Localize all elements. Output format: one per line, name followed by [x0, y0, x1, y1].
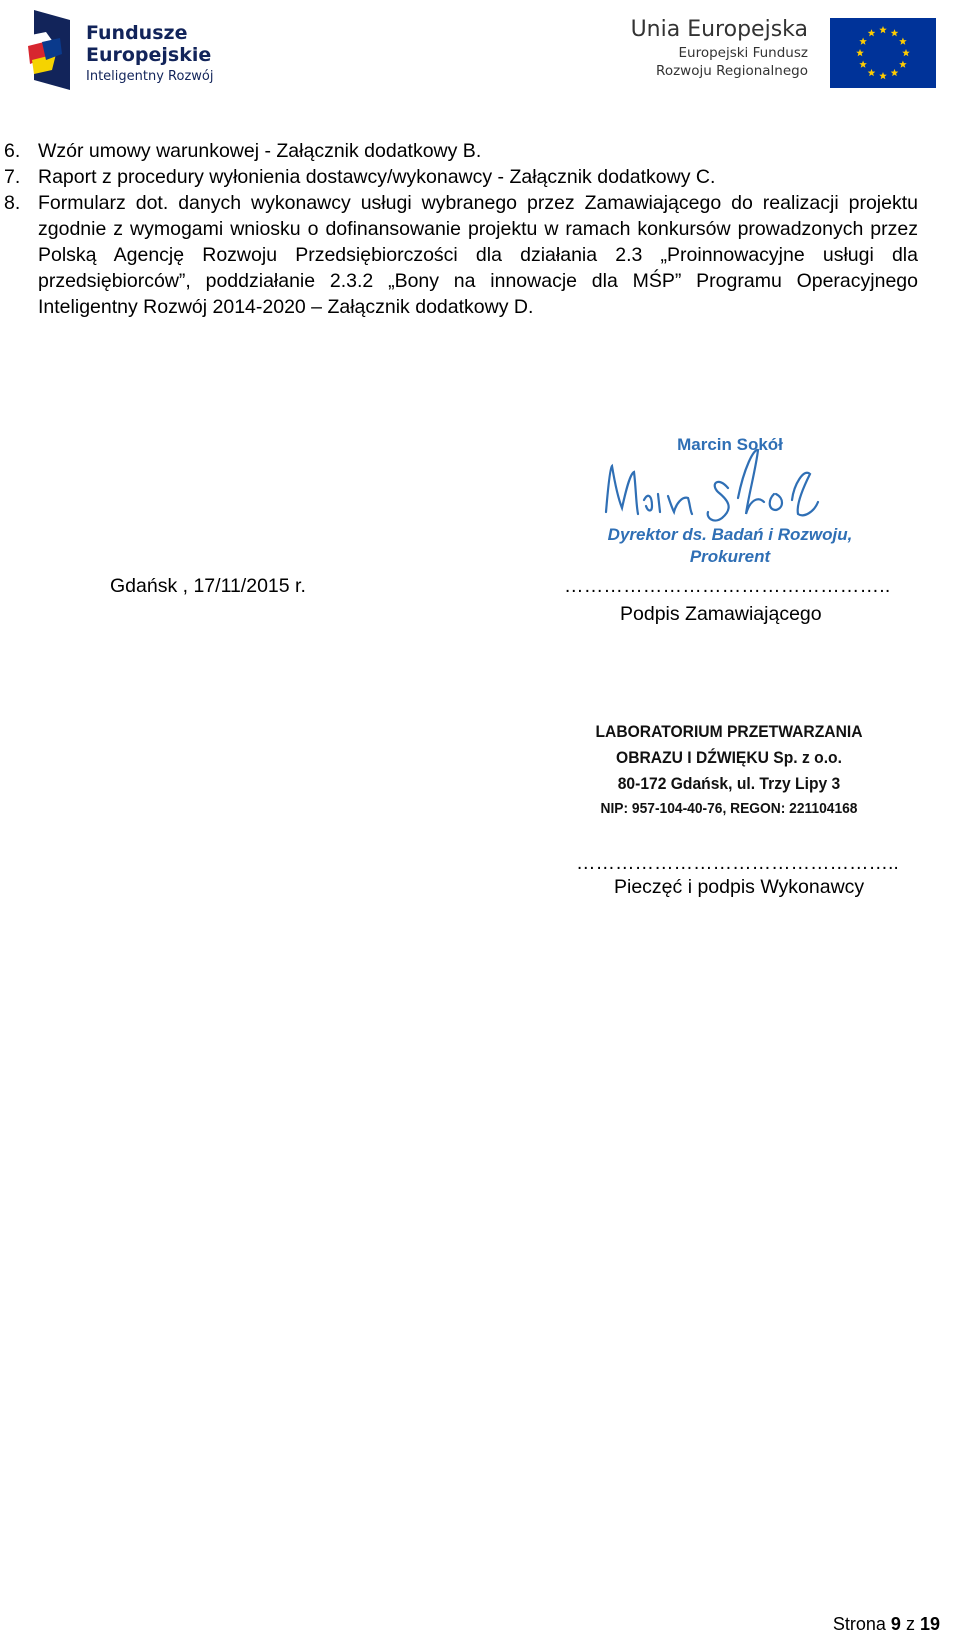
- fe-logo-line1: Fundusze: [86, 22, 188, 44]
- list-item-number: 7.: [4, 166, 21, 188]
- list-item-number: 6.: [4, 140, 21, 162]
- signature-label-2: Pieczęć i podpis Wykonawcy: [614, 876, 865, 898]
- ue-logo-line1: Unia Europejska: [630, 17, 808, 42]
- place-date: Gdańsk , 17/11/2015 r.: [110, 575, 306, 597]
- fe-star-mark-icon: [26, 10, 70, 90]
- list-item-number: 8.: [4, 192, 21, 214]
- signature-label-1: Podpis Zamawiającego: [620, 603, 822, 625]
- signature-line-1: …………………………………………..: [564, 575, 891, 597]
- fe-logo-line3: Inteligentny Rozwój: [86, 69, 214, 84]
- ue-logo-line2: Europejski Fundusz: [678, 45, 808, 61]
- list-item-text: Raport z procedury wyłonienia dostawcy/wykonawcy - Załącznik dodatkowy C.: [38, 166, 716, 188]
- company-stamp-line4: NIP: 957-104-40-76, REGON: 221104168: [600, 800, 858, 817]
- company-stamp-line3: 80-172 Gdańsk, ul. Trzy Lipy 3: [617, 774, 841, 793]
- signature-line-2: …………………………………………..: [576, 852, 899, 874]
- list-item: [0, 190, 960, 320]
- signature-name: Marcin Sokół: [677, 435, 783, 454]
- page-number-sep: z: [905, 1614, 915, 1634]
- page-number-current: 9: [890, 1614, 901, 1634]
- ue-logo-line3: Rozwoju Regionalnego: [656, 63, 808, 79]
- list-item: [0, 138, 960, 164]
- fe-logo-line2: Europejskie: [86, 44, 212, 66]
- eu-flag-icon: [830, 18, 936, 88]
- company-stamp-line2: OBRAZU I DŹWIĘKU Sp. z o.o.: [616, 748, 842, 767]
- signature-stamp-image: [578, 428, 882, 570]
- handwritten-signature: [606, 450, 818, 521]
- unia-europejska-logo: [606, 16, 936, 90]
- fundusze-europejskie-logo: [26, 10, 226, 92]
- page-number-prefix: Strona: [832, 1614, 886, 1634]
- list-item-text: Wzór umowy warunkowej - Załącznik dodatkowy B.: [38, 140, 482, 162]
- attachments-list: [0, 138, 960, 320]
- page-number-total: 19: [919, 1614, 940, 1634]
- signature-title-line1: Dyrektor ds. Badań i Rozwoju,: [607, 525, 853, 544]
- list-item-text: Formularz dot. danych wykonawcy usługi wybranego przez Zamawiającego do realizacji projektu zgodnie z wymogami wniosku o dofinansowanie projektu w ramach konkursów prowadzonych przez Polską Agencję Rozwoju Przedsiębiorczości dla działania 2.3 „Proinnowacyjne usługi dla przedsiębiorców”, poddziałanie 2.3.2 „Bony na innowacje dla MŚP” Programu Operacyjnego Inteligentny Rozwój 2014-2020 – Załącznik dodatkowy D.: [38, 192, 918, 318]
- company-stamp-line1: LABORATORIUM PRZETWARZANIA: [595, 722, 863, 741]
- company-stamp: [574, 712, 884, 842]
- list-item: [0, 164, 960, 190]
- signature-title-line2: Prokurent: [689, 547, 771, 566]
- page-number: [833, 1614, 940, 1635]
